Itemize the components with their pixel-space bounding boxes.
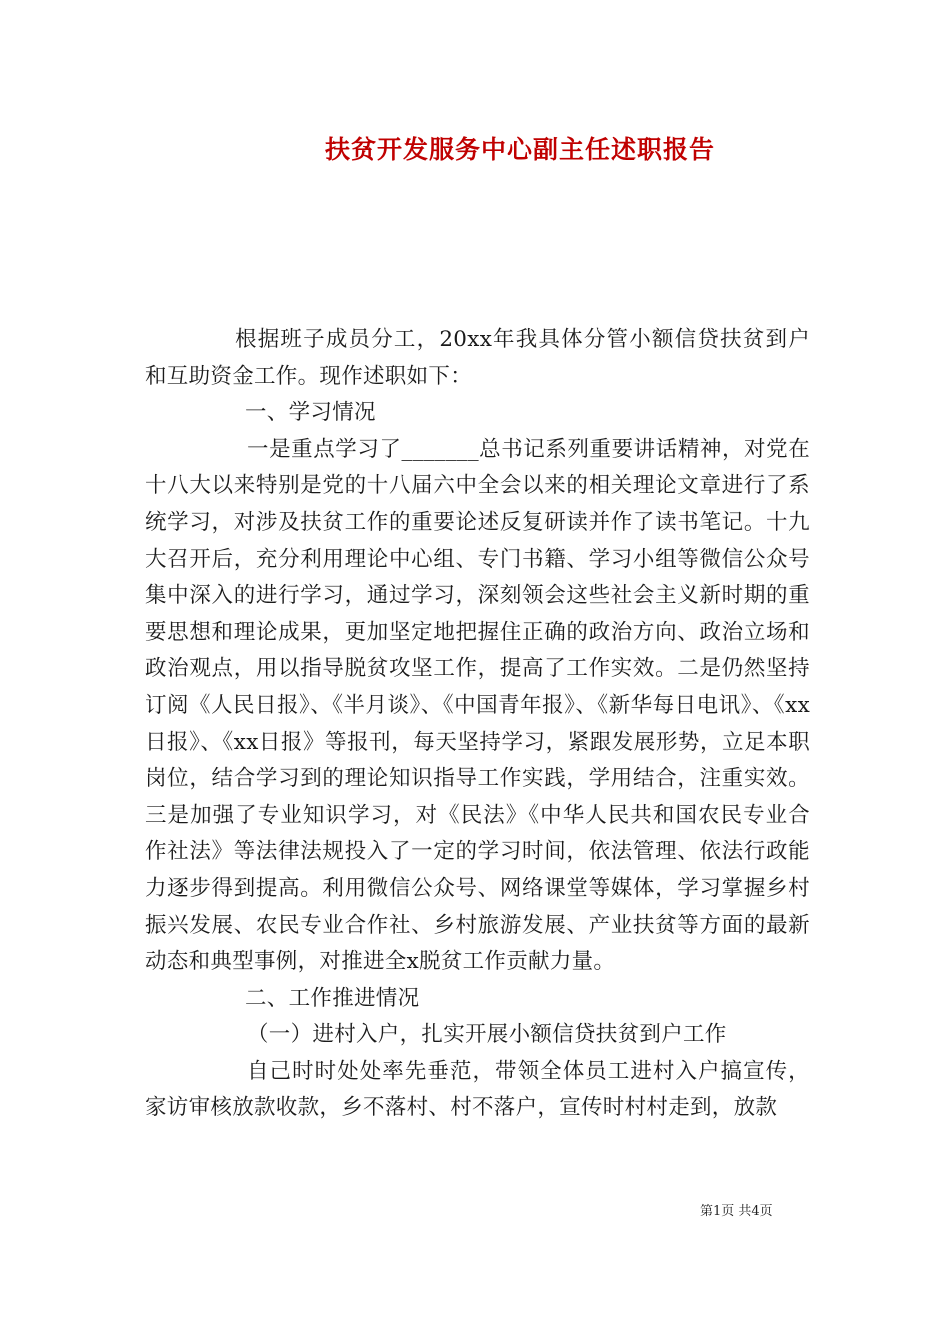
- section-heading-work: 二、工作推进情况: [245, 985, 420, 1011]
- document-title: 扶贫开发服务中心副主任述职报告: [324, 135, 715, 164]
- paragraph-study: 一是重点学习了_______总书记系列重要讲话精神，对党在十八大以来特别是党的十八届六中全会以来的相关理论文章进行了系统学习，对涉及扶贫工作的重要论述反复研读并作了读书笔记。十九大召开后，充分利用理论中心组、专门书籍、学习小组等微信公众号集中深入的进行学习，通过学习，深刻领会这些社会主义新时期的重要思想和理论成果，更加坚定地把握住正确的政治方向、政治立场和政治观点，用以指导脱贫攻坚工作，提高了工作实效。二是仍然坚持订阅《人民日报》、《半月谈》、《中国青年报》、《新华每日电讯》、《xx日报》、《xx日报》等报刊，每天坚持学习，紧跟发展形势，立足本职岗位，结合学习到的理论知识指导工作实践，学用结合，注重实效。三是加强了专业知识学习，对《民法》《中华人民共和国农民专业合作社法》等法律法规投入了一定的学习时间，依法管理、依法行政能力逐步得到提高。利用微信公众号、网络课堂等媒体，学习掌握乡村振兴发展、农民专业合作社、乡村旅游发展、产业扶贫等方面的最新动态和典型事例，对推进全x脱贫工作贡献力量。: [145, 436, 810, 975]
- paragraph-intro: 根据班子成员分工，20xx年我具体分管小额信贷扶贫到户和互助资金工作。现作述职如下：: [145, 327, 810, 389]
- page-number-footer: 第1页 共4页: [700, 1204, 773, 1219]
- document-body: [145, 322, 810, 1127]
- section-heading-study: 一、学习情况: [245, 400, 376, 426]
- subsection-heading-village: （一）进村入户，扎实开展小额信贷扶贫到户工作: [247, 1022, 727, 1048]
- paragraph-village: 自己时时处处率先垂范，带领全体员工进村入户搞宣传，家访审核放款收款，乡不落村、村不落户，宣传时村村走到，放款: [145, 1058, 810, 1121]
